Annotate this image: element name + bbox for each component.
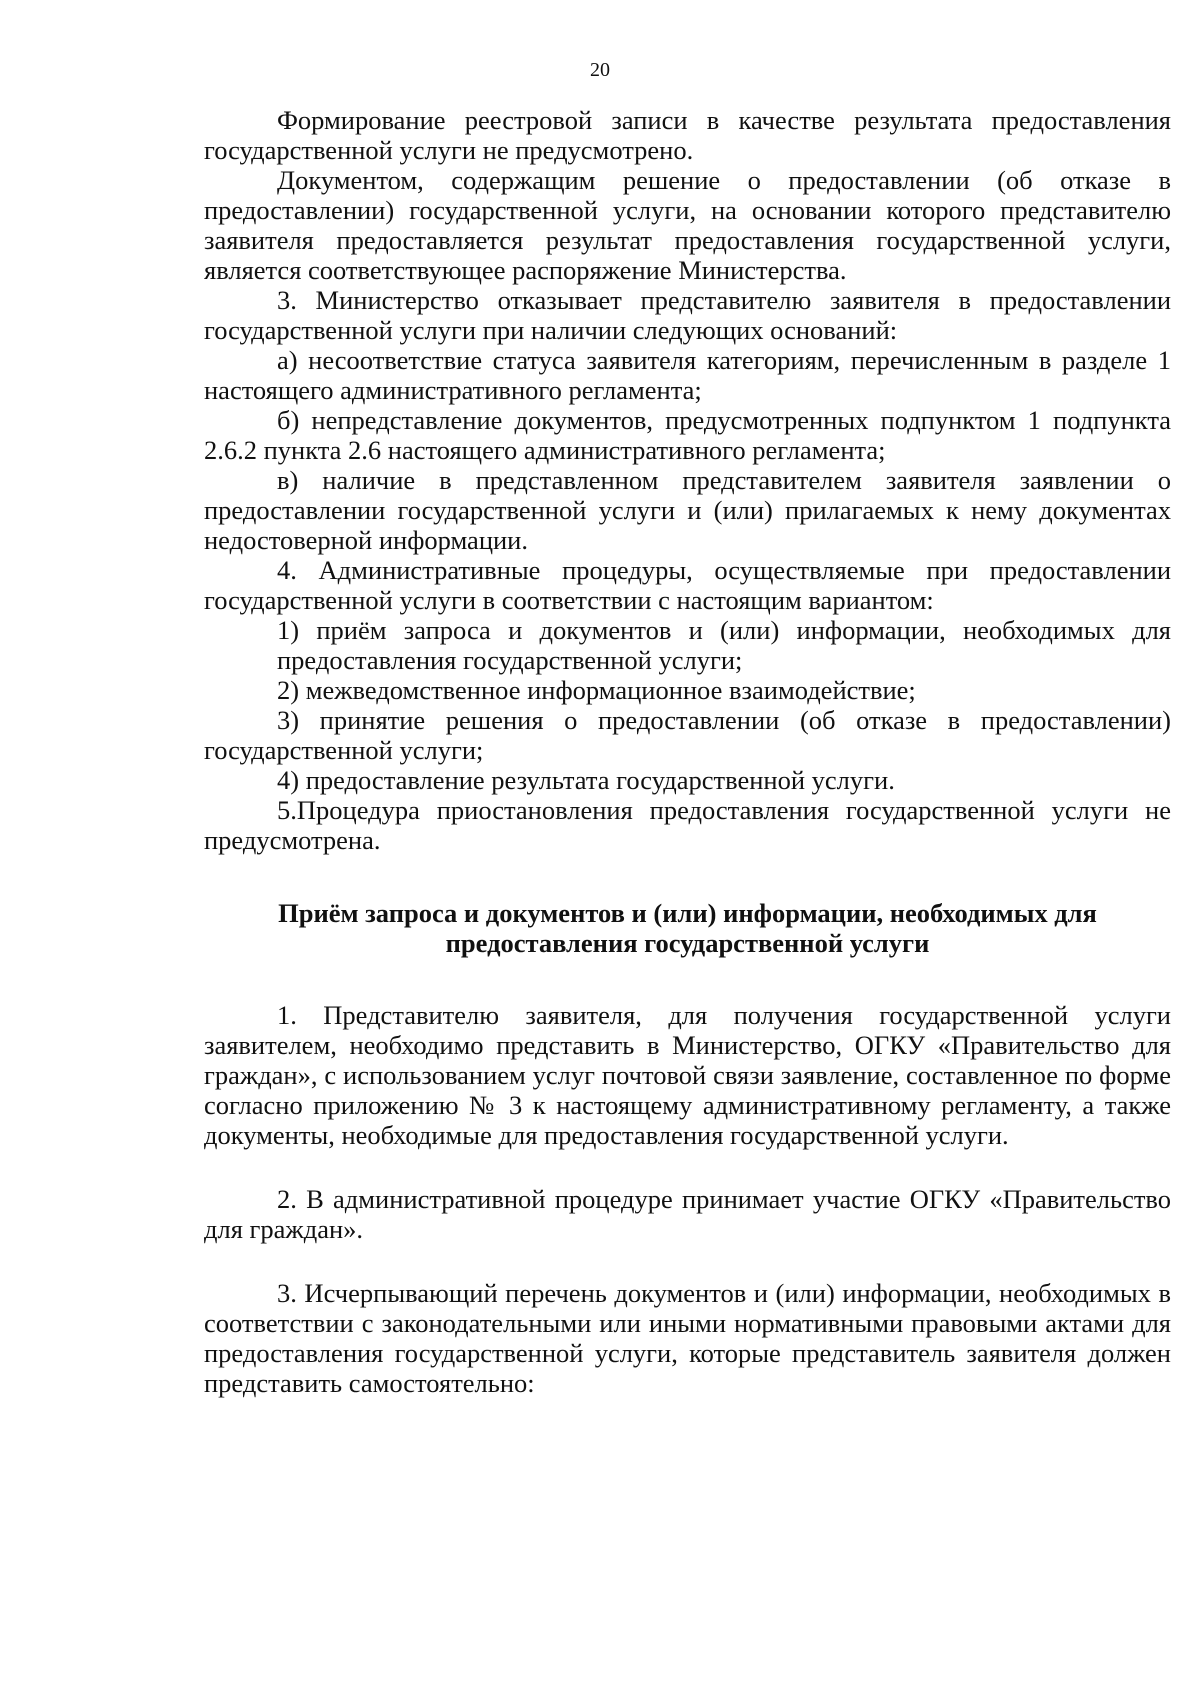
refusal-ground-b: б) непредставление документов, предусмотренных подпунктом 1 подпункта 2.6.2 пункта 2.6 настоящего административного регламента; xyxy=(204,405,1171,465)
refusal-ground-c: в) наличие в представленном представителем заявителя заявлении о предоставлении государственной услуги и (или) прилагаемых к нему документах недостоверной информации. xyxy=(204,465,1171,555)
page-number: 20 xyxy=(590,59,610,81)
procedure-list-item-2: 2) межведомственное информационное взаимодействие; xyxy=(277,675,916,705)
document-body xyxy=(204,105,1171,1398)
paragraph-refusal-grounds: 3. Министерство отказывает представителю заявителя в предоставлении государственной услуги при наличии следующих оснований: xyxy=(204,285,1171,345)
section-paragraph-2: 2. В административной процедуре принимает участие ОГКУ «Правительство для граждан». xyxy=(204,1184,1171,1244)
refusal-ground-a: а) несоответствие статуса заявителя категориям, перечисленным в разделе 1 настоящего административного регламента; xyxy=(204,345,1171,405)
section-paragraph-3: 3. Исчерпывающий перечень документов и (или) информации, необходимых в соответствии с законодательными или иными нормативными правовыми актами для предоставления государственной услуги, которые представитель заявителя должен представить самостоятельно: xyxy=(204,1278,1171,1398)
paragraph-decision-document: Документом, содержащим решение о предоставлении (об отказе в предоставлении) государственной услуги, на основании которого представителю заявителя предоставляется результат предоставления государственной услуги, является соответствующее распоряжение Министерства. xyxy=(204,165,1171,285)
paragraph-admin-procedures: 4. Административные процедуры, осуществляемые при предоставлении государственной услуги в соответствии с настоящим вариантом: xyxy=(204,555,1171,615)
section-paragraph-1: 1. Представителю заявителя, для получения государственной услуги заявителем, необходимо представить в Министерство, ОГКУ «Правительство для граждан», с использованием услуг почтовой связи заявление, составленное по форме согласно приложению № 3 к настоящему административному регламенту, а также документы, необходимые для предоставления государственной услуги. xyxy=(204,1000,1171,1150)
section-heading-line-1: Приём запроса и документов и (или) информации, необходимых для xyxy=(278,898,1097,928)
paragraph-suspension: 5.Процедура приостановления предоставления государственной услуги не предусмотрена. xyxy=(204,795,1171,855)
section-heading xyxy=(204,898,1171,958)
section-heading-line-2: предоставления государственной услуги xyxy=(445,928,930,958)
procedure-list-item-1: 1) приём запроса и документов и (или) информации, необходимых для предоставления государственной услуги; xyxy=(277,615,1171,675)
paragraph-registry-record: Формирование реестровой записи в качестве результата предоставления государственной услуги не предусмотрено. xyxy=(204,105,1171,165)
procedure-list-item-3: 3) принятие решения о предоставлении (об отказе в предоставлении) государственной услуги; xyxy=(204,705,1171,765)
procedure-list-item-4: 4) предоставление результата государственной услуги. xyxy=(277,765,895,795)
